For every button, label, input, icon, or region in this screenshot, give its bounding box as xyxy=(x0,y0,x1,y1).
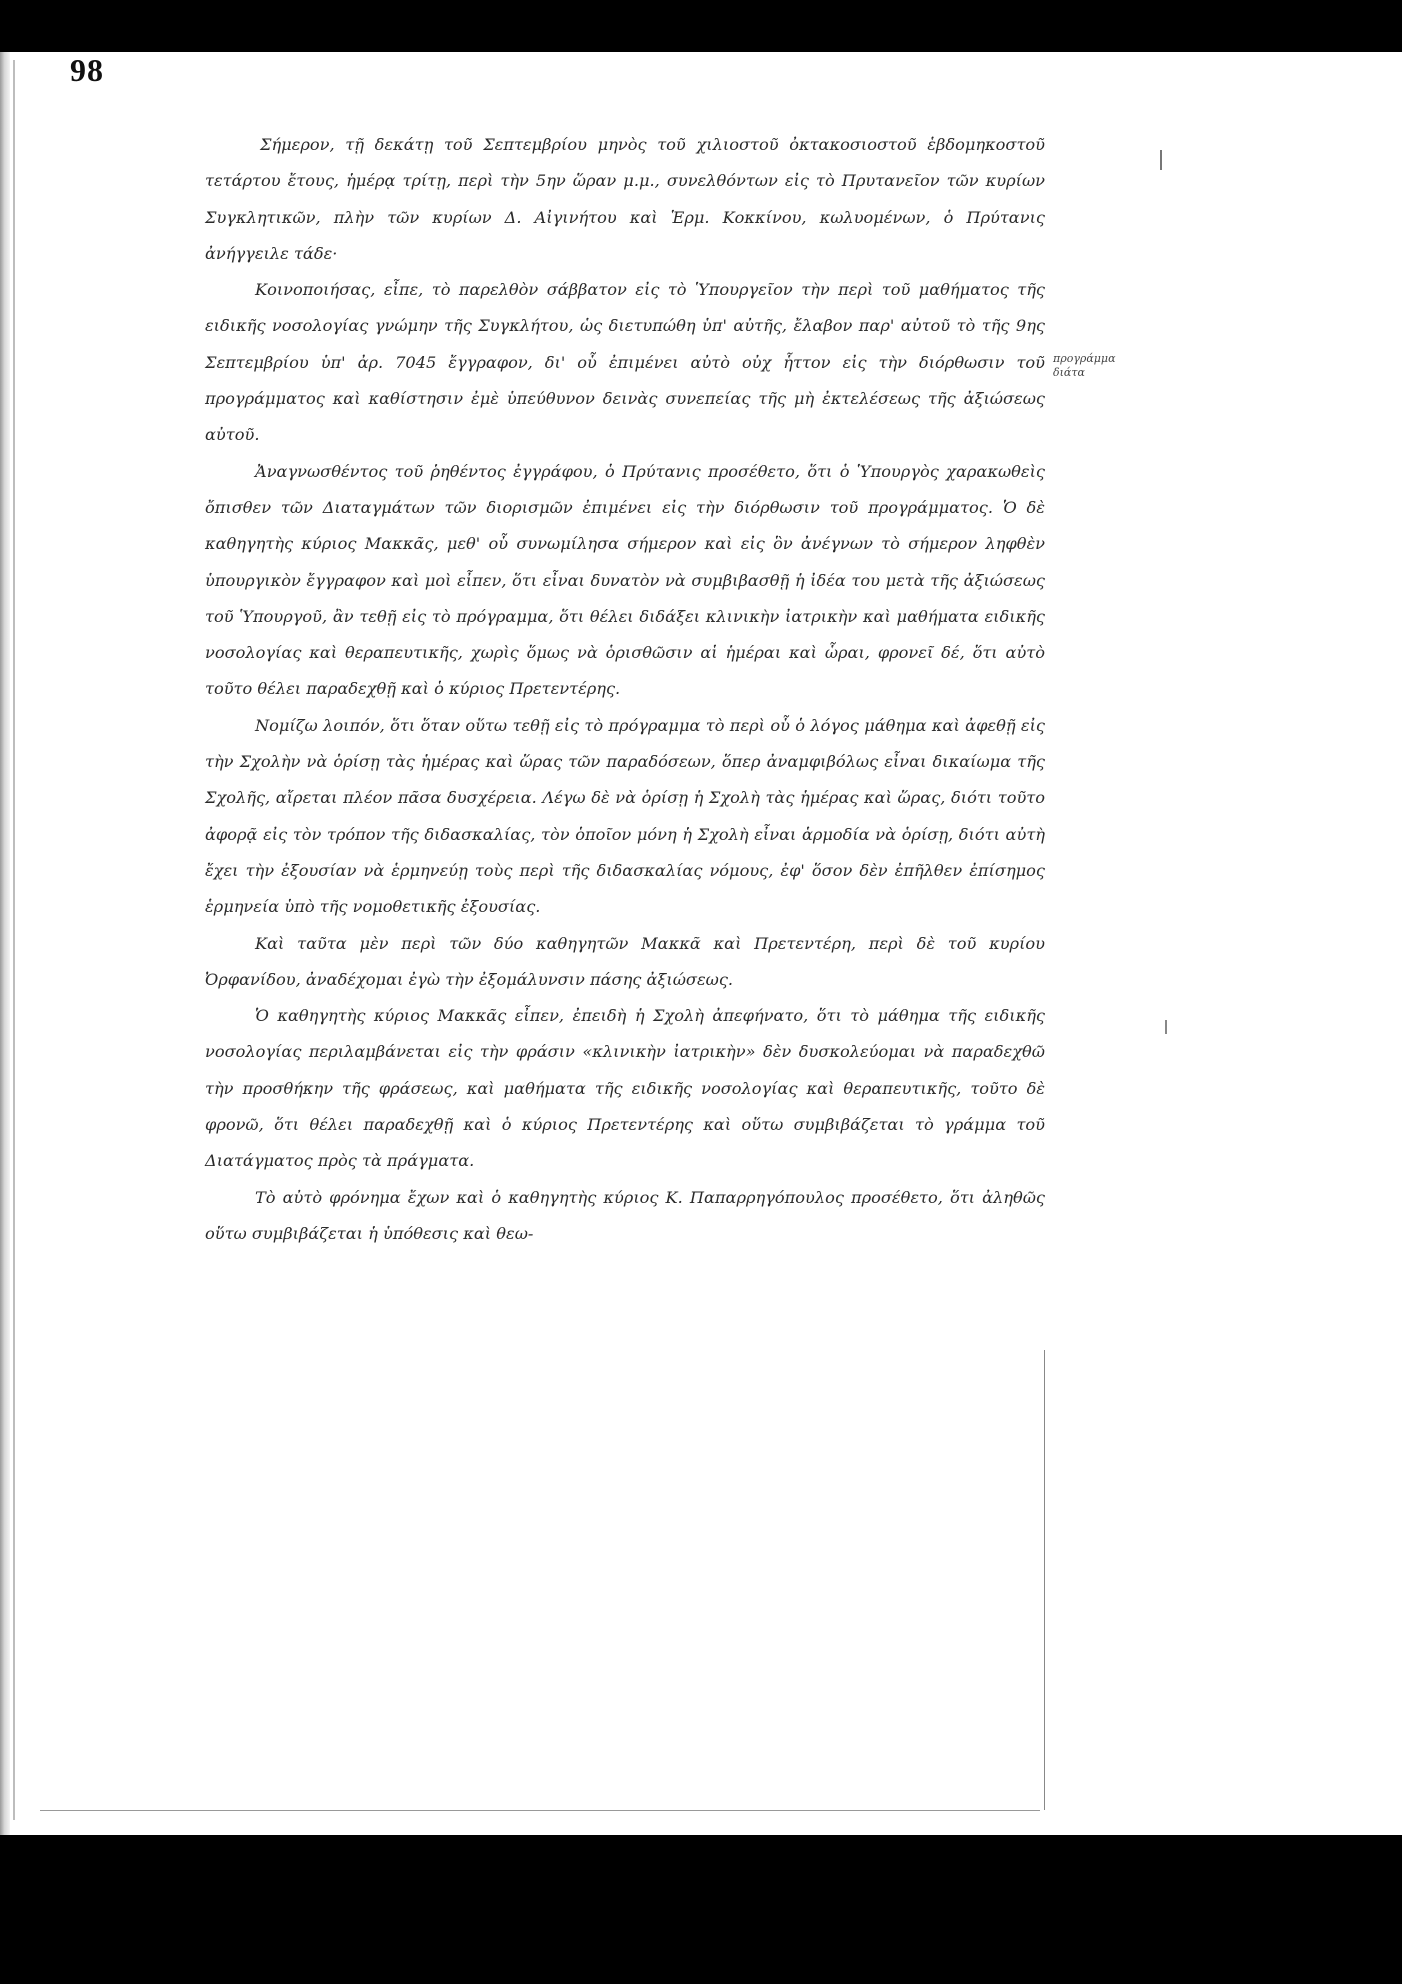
edge-mark xyxy=(1165,1020,1167,1034)
page-number: 98 xyxy=(70,52,104,88)
paragraph-7: Τὸ αὐτὸ φρόνημα ἔχων καὶ ὁ καθηγητὴς κύριος Κ. Παπαρρηγόπουλος προσέθετο, ὅτι ἀληθῶς οὕτω συμβιβάζεται ἡ ὑπόθεσις καὶ θεω- xyxy=(205,1187,1045,1243)
paragraph-4: Νομίζω λοιπόν, ὅτι ὅταν οὕτω τεθῇ εἰς τὸ πρόγραμμα τὸ περὶ οὗ ὁ λόγος μάθημα καὶ ἀφεθῇ εἰς τὴν Σχολὴν νὰ ὁρίσῃ τὰς ἡμέρας καὶ ὥρας τῶν παραδόσεων, ὅπερ ἀναμφιβόλως εἶναι δικαίωμα τῆς Σχολῆς, αἴρεται πλέον πᾶσα δυσχέρεια. Λέγω δὲ νὰ ὁρίσῃ ἡ Σχολὴ τὰς ἡμέρας καὶ ὥρας, διότι τοῦτο ἀφορᾷ εἰς τὸν τρόπον τῆς διδασκαλίας, τὸν ὁποῖον μόνη ἡ Σχολὴ εἶναι ἁρμοδία νὰ ὁρίσῃ, διότι αὐτὴ ἔχει τὴν ἐξουσίαν νὰ ἑρμηνεύῃ τοὺς περὶ τῆς διδασκαλίας νόμους, ἐφ' ὅσον δὲν ἐπῆλθεν ἐπίσημος ἑρμηνεία ὑπὸ τῆς νομοθετικῆς ἐξουσίας. xyxy=(205,715,1045,917)
right-margin-rule xyxy=(1044,1350,1045,1810)
paragraph-5: Καὶ ταῦτα μὲν περὶ τῶν δύο καθηγητῶν Μακκᾶ καὶ Πρετεντέρη, περὶ δὲ τοῦ κυρίου Ὀρφανίδου, ἀναδέχομαι ἐγὼ τὴν ἐξομάλυνσιν πάσης ἀξιώσεως. xyxy=(205,933,1045,989)
handwritten-minutes xyxy=(205,127,1045,1252)
scan-border-bottom xyxy=(0,1835,1402,1984)
paragraph-6: Ὁ καθηγητὴς κύριος Μακκᾶς εἶπεν, ἐπειδὴ ἡ Σχολὴ ἀπεφήνατο, ὅτι τὸ μάθημα τῆς ειδικῆς νοσολογίας περιλαμβάνεται εἰς τὴν φράσιν «κλινικὴν ἰατρικὴν» δὲν δυσκολεύομαι νὰ παραδεχθῶ τὴν προσθήκην τῆς φράσεως, καὶ μαθήματα τῆς ειδικῆς νοσολογίας καὶ θεραπευτικῆς, τοῦτο δὲ φρονῶ, ὅτι θέλει παραδεχθῇ καὶ ὁ κύριος Πρετεντέρης καὶ οὕτω συμβιβάζεται τὸ γράμμα τοῦ Διατάγματος πρὸς τὰ πράγματα. xyxy=(205,1006,1045,1171)
paragraph-1: Σήμερον, τῇ δεκάτῃ τοῦ Σεπτεμβρίου μηνὸς τοῦ χιλιοστοῦ ὀκτακοσιοστοῦ ἑβδομηκοστοῦ τετάρτου ἔτους, ἡμέρᾳ τρίτῃ, περὶ τὴν 5ην ὥραν μ.μ., συνελθόντων εἰς τὸ Πρυτανεῖον τῶν κυρίων Συγκλητικῶν, πλὴν τῶν κυρίων Δ. Αἰγινήτου καὶ Ἑρμ. Κοκκίνου, κωλυομένων, ὁ Πρύτανις ἀνήγγειλε τάδε· xyxy=(205,135,1045,263)
paragraph-3: Ἀναγνωσθέντος τοῦ ῥηθέντος ἐγγράφου, ὁ Πρύτανις προσέθετο, ὅτι ὁ Ὑπουργὸς χαρακωθεὶς ὄπισθεν τῶν Διαταγμάτων τῶν διορισμῶν ἐπιμένει εἰς τὴν διόρθωσιν τοῦ προγράμματος. Ὁ δὲ καθηγητὴς κύριος Μακκᾶς, μεθ' οὗ συνωμίλησα σήμερον καὶ εἰς ὃν ἀνέγνων τὸ σήμερον ληφθὲν ὑπουργικὸν ἔγγραφον καὶ μοὶ εἶπεν, ὅτι εἶναι δυνατὸν νὰ συμβιβασθῇ ἡ ἰδέα του μετὰ τῆς ἀξιώσεως τοῦ Ὑπουργοῦ, ἂν τεθῇ εἰς τὸ πρόγραμμα, ὅτι θέλει διδάξει κλινικὴν ἰατρικὴν καὶ μαθήματα ειδικῆς νοσολογίας καὶ θεραπευτικῆς, χωρὶς ὅμως νὰ ὁρισθῶσιν αἱ ἡμέραι καὶ ὧραι, φρονεῖ δέ, ὅτι αὐτὸ τοῦτο θέλει παραδεχθῇ καὶ ὁ κύριος Πρετεντέρης. xyxy=(205,461,1045,699)
paragraph-2: Κοινοποιήσας, εἶπε, τὸ παρελθὸν σάββατον εἰς τὸ Ὑπουργεῖον τὴν περὶ τοῦ μαθήματος τῆς ειδικῆς νοσολογίας γνώμην τῆς Συγκλήτου, ὡς διετυπώθη ὑπ' αὐτῆς, ἔλαβον παρ' αὐτοῦ τὸ τῆς 9ης Σεπτεμβρίου ὑπ' ἀρ. 7045 ἔγγραφον, δι' οὗ ἐπιμένει αὐτὸ οὐχ ἧττον εἰς τὴν διόρθωσιν τοῦ προγράμματος καὶ καθίστησιν ἐμὲ ὑπεύθυνον δεινὰς συνεπείας τῆς μὴ ἐκτελέσεως τῆς ἀξιώσεως αὐτοῦ. xyxy=(205,280,1045,445)
binding-shadow-line xyxy=(13,60,15,1820)
binding-edge xyxy=(0,52,10,1835)
margin-note: προγράμμα διάτα xyxy=(1053,352,1116,379)
edge-mark xyxy=(1160,150,1162,170)
scan-border-top xyxy=(0,0,1402,52)
bottom-margin-rule xyxy=(40,1810,1040,1811)
